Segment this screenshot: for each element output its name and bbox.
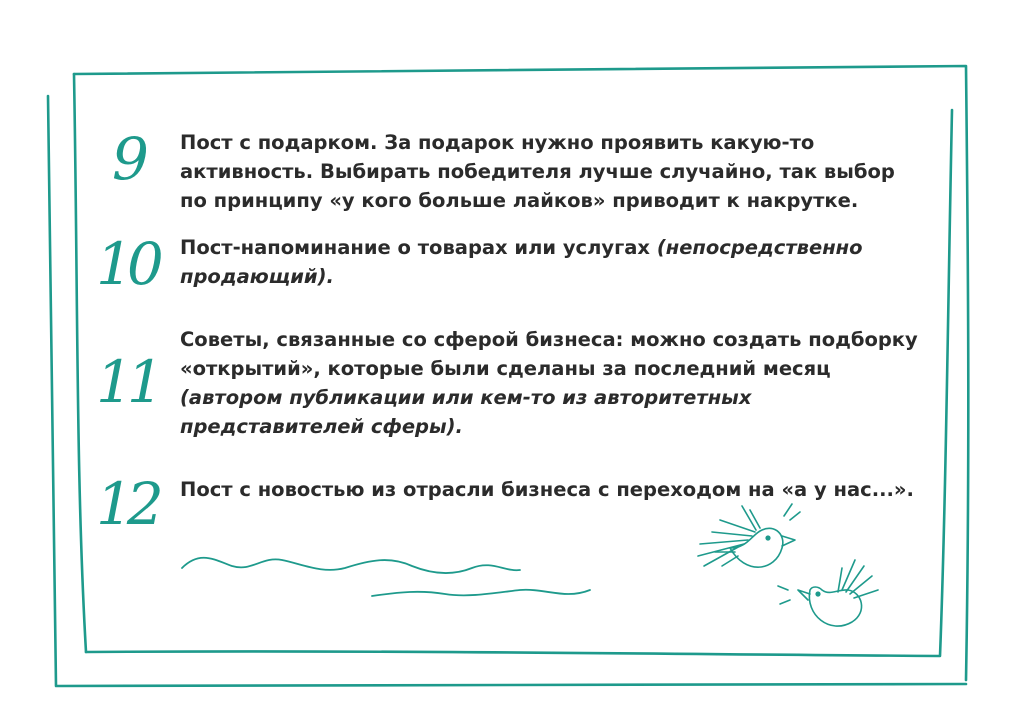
item-number: 12 bbox=[96, 470, 158, 538]
item-number: 10 bbox=[96, 230, 158, 298]
item-text-regular: Советы, связанные со сферой бизнеса: можно создать подборку «открытий», которые были сделаны за последний месяц bbox=[180, 328, 918, 380]
bird-icon bbox=[698, 504, 800, 567]
item-number: 11 bbox=[96, 348, 158, 416]
item-text bbox=[180, 475, 920, 504]
item-text-regular: Пост с подарком. За подарок нужно проявить какую-то активность. Выбирать победителя лучше случайно, так выбор по принципу «у кого больше лайков» приводит к накрутке. bbox=[180, 131, 895, 212]
bird-icon bbox=[778, 560, 878, 626]
item-number: 9 bbox=[112, 125, 143, 193]
wavy-lines bbox=[182, 558, 590, 596]
item-text-regular: Пост с новостью из отрасли бизнеса с переходом на «а у нас...». bbox=[180, 478, 914, 501]
item-text bbox=[180, 128, 920, 215]
item-text-regular: Пост-напоминание о товарах или услугах bbox=[180, 236, 657, 259]
item-text-italic: (автором публикации или кем-то из авторитетных представителей сферы). bbox=[180, 386, 752, 438]
item-text bbox=[180, 233, 920, 291]
item-text-italic: (непосредственно продающий). bbox=[180, 236, 863, 288]
item-text bbox=[180, 325, 920, 441]
